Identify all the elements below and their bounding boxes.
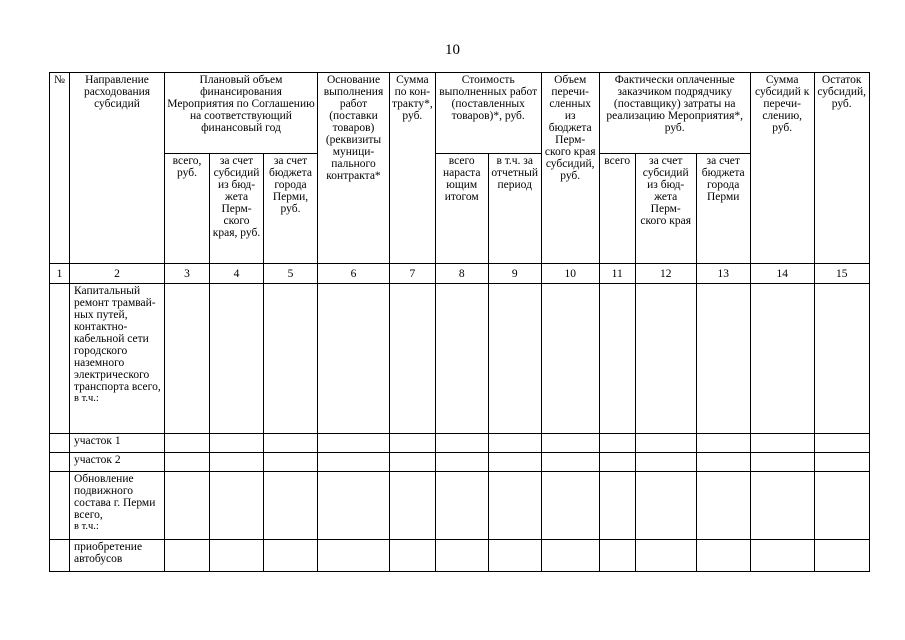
table-cell [390, 472, 436, 540]
table-cell [696, 284, 750, 434]
table-cell [814, 540, 869, 572]
table-cell [264, 434, 318, 453]
table-cell [435, 284, 488, 434]
table-cell [390, 540, 436, 572]
header-col-no: № [50, 73, 70, 264]
header-col-planned-perm-krai: за счет субсидий из бюд-жета Перм-ского края, руб. [210, 154, 264, 264]
table-cell [814, 472, 869, 540]
row-label: участок 2 [74, 454, 121, 466]
column-number: 11 [599, 264, 635, 284]
column-number: 13 [696, 264, 750, 284]
row-label: Капитальный ремонт трамвай-ных путей, контактно-кабельной сети городского наземного электрического транспорта всего, [74, 285, 161, 393]
table-cell [599, 453, 635, 472]
table-cell [264, 472, 318, 540]
table-cell [488, 434, 541, 453]
header-col-cost-period: в т.ч. за отчетный период [488, 154, 541, 264]
table-cell [210, 540, 264, 572]
table-cell [488, 472, 541, 540]
table-cell [50, 472, 70, 540]
header-col-actual-perm-krai: за счет субсидий из бюд-жета Перм-ского края [635, 154, 696, 264]
table-cell [814, 434, 869, 453]
header-col-cost-group: Стоимость выполненных работ (поставленных товаров)*, руб. [435, 73, 541, 154]
row-label-cell [70, 453, 165, 472]
header-col-transferred: Объем перечи-сленных из бюджета Перм-ского края субсидий, руб. [541, 73, 599, 264]
row-label-cell [70, 434, 165, 453]
table-cell [210, 284, 264, 434]
table-row [50, 540, 870, 572]
header-col-direction: Направление расходования субсидий [70, 73, 165, 264]
table-cell [264, 453, 318, 472]
header-col-cost-cumulative: всего нараста ющим итогом [435, 154, 488, 264]
header-col-actual-city: за счет бюджета города Перми [696, 154, 750, 264]
header-col-actual-group: Фактически оплаченные заказчиком подрядчику (поставщику) затраты на реализацию Мероприятия*, руб. [599, 73, 750, 154]
table-cell [541, 472, 599, 540]
table-cell [750, 434, 814, 453]
column-number: 7 [390, 264, 436, 284]
table-row [50, 453, 870, 472]
table-cell [435, 453, 488, 472]
header-col-basis: Основание выполнения работ (поставки товаров) (реквизиты муници-пального контракта* [318, 73, 390, 264]
header-col-planned-city: за счет бюджета города Перми, руб. [264, 154, 318, 264]
column-number: 14 [750, 264, 814, 284]
table-cell [696, 472, 750, 540]
table-cell [750, 540, 814, 572]
column-number: 12 [635, 264, 696, 284]
table-cell [318, 284, 390, 434]
table-cell [599, 284, 635, 434]
header-col-planned-group: Плановый объем финансирования Мероприятия по Соглашению на соответствующий финансовый год [165, 73, 318, 154]
table-cell [750, 284, 814, 434]
table-cell [541, 453, 599, 472]
row-label-cell [70, 284, 165, 434]
table-cell [488, 540, 541, 572]
table-row [50, 284, 870, 434]
column-number: 9 [488, 264, 541, 284]
table-cell [750, 472, 814, 540]
table-cell [50, 540, 70, 572]
page-number: 10 [445, 42, 460, 58]
table-cell [165, 434, 210, 453]
table-cell [488, 453, 541, 472]
table-cell [599, 540, 635, 572]
table-cell [599, 434, 635, 453]
table-cell [50, 284, 70, 434]
row-label-cell [70, 472, 165, 540]
table-row [50, 434, 870, 453]
table-cell [264, 284, 318, 434]
table-cell [50, 434, 70, 453]
table-cell [165, 472, 210, 540]
row-label-cell [70, 540, 165, 572]
table-cell [696, 540, 750, 572]
row-label: приобретение автобусов [74, 541, 143, 565]
table-cell [165, 453, 210, 472]
header-col-actual-total: всего [599, 154, 635, 264]
table-cell [210, 434, 264, 453]
table-cell [210, 453, 264, 472]
table-cell [318, 540, 390, 572]
header-col-contract-sum: Сумма по кон-тракту*, руб. [390, 73, 436, 264]
table-cell [390, 434, 436, 453]
column-number: 4 [210, 264, 264, 284]
column-number: 1 [50, 264, 70, 284]
header-col-remainder: Остаток субсидий, руб. [814, 73, 869, 264]
column-number: 5 [264, 264, 318, 284]
table-cell [165, 284, 210, 434]
table-cell [635, 453, 696, 472]
row-sublabel: в т.ч.: [74, 521, 99, 532]
table-cell [435, 540, 488, 572]
header-col-to-transfer: Сумма субсидий к перечи-слению, руб. [750, 73, 814, 264]
table-cell [318, 453, 390, 472]
column-number: 6 [318, 264, 390, 284]
table-cell [264, 540, 318, 572]
table-cell [50, 453, 70, 472]
row-sublabel: в т.ч.: [74, 393, 99, 404]
table-cell [488, 284, 541, 434]
column-number: 10 [541, 264, 599, 284]
table-cell [165, 540, 210, 572]
row-label: участок 1 [74, 435, 121, 447]
table-cell [750, 453, 814, 472]
header-col-planned-total: всего, руб. [165, 154, 210, 264]
table-cell [696, 434, 750, 453]
subsidy-report-table [49, 72, 870, 572]
table-cell [814, 284, 869, 434]
table-cell [541, 540, 599, 572]
table-cell [541, 434, 599, 453]
table-cell [435, 434, 488, 453]
row-label: Обновление подвижного состава г. Перми всего, [74, 473, 156, 521]
table-cell [390, 453, 436, 472]
table-cell [635, 284, 696, 434]
table-cell [814, 453, 869, 472]
table-row [50, 472, 870, 540]
table-cell [390, 284, 436, 434]
table-cell [635, 472, 696, 540]
table-cell [318, 472, 390, 540]
table-cell [318, 434, 390, 453]
column-number: 3 [165, 264, 210, 284]
column-number: 2 [70, 264, 165, 284]
table-cell [635, 434, 696, 453]
table-cell [696, 453, 750, 472]
column-number: 15 [814, 264, 869, 284]
table-cell [435, 472, 488, 540]
column-number: 8 [435, 264, 488, 284]
table-cell [635, 540, 696, 572]
table-cell [210, 472, 264, 540]
table-cell [541, 284, 599, 434]
table-cell [599, 472, 635, 540]
